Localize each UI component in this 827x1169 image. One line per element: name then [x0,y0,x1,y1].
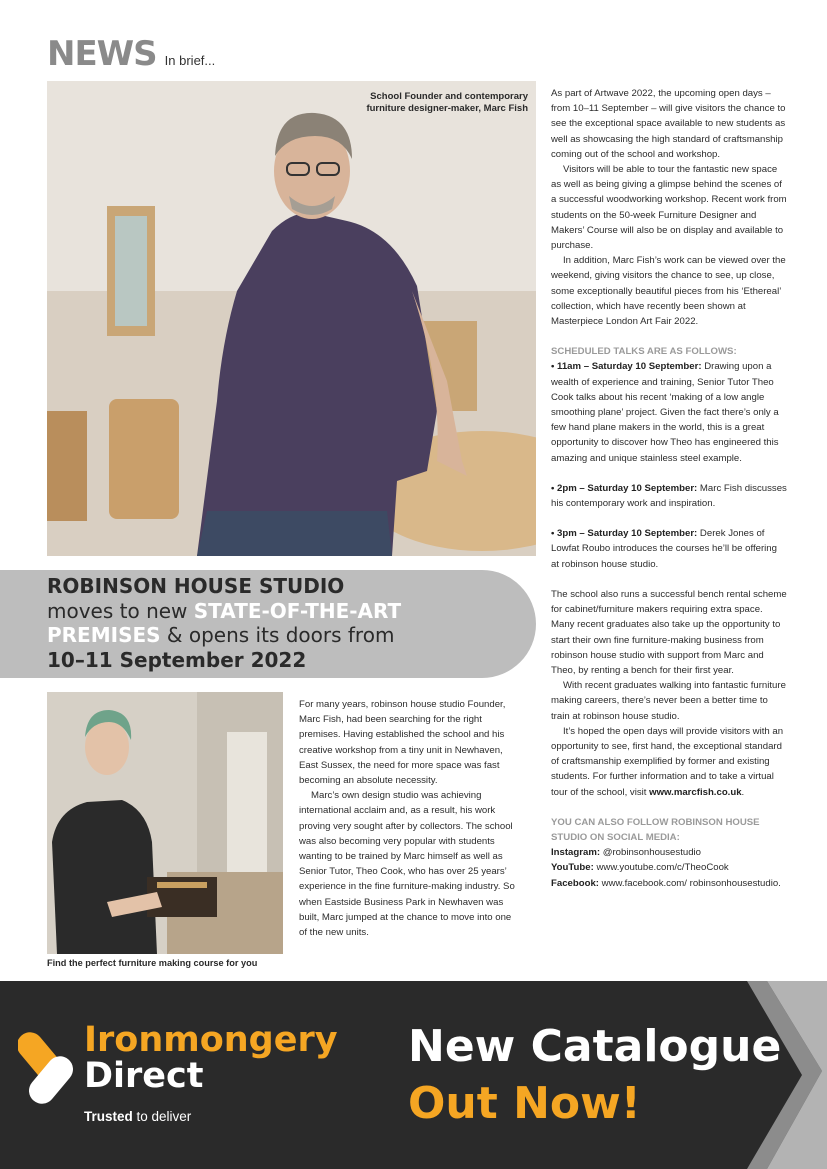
student-photo-caption: Find the perfect furniture making course for you [47,958,258,968]
paragraph: With recent graduates walking into fantastic furniture making careers, there’s never been a better time to train at robinson house studio. [551,680,786,722]
paragraph [551,724,787,800]
brand-name [84,1022,338,1094]
section-title: NEWS [47,34,157,74]
masthead [47,34,215,74]
hero-photo-illustration [47,81,536,556]
talk-text: Marc Fish discusses his contemporary work and inspiration. [551,482,787,510]
paragraph: The school also runs a successful bench rental scheme for cabinet/furniture makers requiring extra space. Many recent graduates also take up the opportunity to start their own fine furniture-making business from robinson house studio with support from Marc and Theo, by renting a bench for their first year. [551,588,787,676]
paragraph: For many years, robinson house studio Founder, Marc Fish, had been searching for the right premises. Having established the school and his creative workshop from a tiny unit in Newhaven, East Sussex, the need for more space was fast becoming an absolute necessity. [299,699,506,787]
headline [47,574,467,672]
paragraph: As part of Artwave 2022, the upcoming open days – from 10–11 September – will give visitors the chance to see the exceptional space available to new students as well as showcasing the high standard of craftsmanship coming out of the school and workshop. [551,88,786,160]
brand-tagline [84,1109,191,1124]
talk-text: Drawing upon a wealth of experience and training, Senior Tutor Theo Cook talks about his recent ‘making of a low angle smoothing plane’ project. Given the fact there’s only a few hand plane makers in the world, this is a great opportunity to discover how Theo has engineered this amazing and unique stainless steel example. [551,361,779,464]
brand-line1: Ironmongery [84,1020,338,1060]
instagram-handle[interactable]: @robinsonhousestudio [600,847,701,859]
right-column [551,86,787,891]
headline-line1: ROBINSON HOUSE STUDIO [47,574,345,598]
paragraph: Visitors will be able to tour the fantastic new space as well as being giving a glimpse behind the scenes of a successful woodworking workshop. Recent work from students on the 50-week Furniture Designer and Makers’ Course will also be on display and available to purchase. [551,164,787,252]
social-heading: YOU CAN ALSO FOLLOW ROBINSON HOUSE STUDIO ON SOCIAL MEDIA: [551,816,760,843]
social-youtube [551,860,787,875]
talk-text: Derek Jones of Lowfat Roubo introduces the courses he’ll be offering at robinson house studio. [551,528,777,570]
youtube-link[interactable]: www.youtube.com/c/TheoCook [593,862,729,874]
instagram-label: Instagram: [551,847,601,859]
tagline-bold: Trusted [84,1109,133,1124]
ironmongery-logo-icon [18,1027,78,1107]
headline-line2b: STATE-OF-THE-ART [193,598,402,623]
hero-caption [318,91,528,115]
website-link[interactable]: www.marcfish.co.uk [649,786,742,798]
talk-item [551,359,787,465]
talk-label: • 3pm – Saturday 10 September: [551,528,698,540]
paragraph-end: . [741,786,745,798]
student-photo [47,692,283,954]
middle-column [299,697,515,940]
cta-line1: New Catalogue [408,1021,782,1072]
section-subtitle: In brief... [164,53,216,68]
talk-label: • 2pm – Saturday 10 September: [551,482,698,494]
paragraph: Marc’s own design studio was achieving international acclaim and, as a result, his work proving very sought after by collectors. The school was also becoming very popular with students wanting to be trained by Marc himself as well as Senior Tutor, Theo Cook, who has over 25 years’ experience in the fine furniture-making industry. So when Eastside Business Park in Newhaven was built, Marc jumped at the chance to move into one of the new units. [299,790,515,939]
tagline-rest: to deliver [132,1109,192,1124]
talk-label: • 11am – Saturday 10 September: [551,361,702,373]
hero-photo [47,81,536,556]
talk-item [551,526,787,572]
youtube-label: YouTube: [551,862,594,874]
headline-line4: 10–11 September 2022 [47,647,307,672]
hero-caption-line2: furniture designer-maker, Marc Fish [366,103,528,114]
talk-item [551,481,787,511]
facebook-label: Facebook: [551,877,599,889]
headline-line3b: & opens its doors from [160,623,395,647]
social-facebook [551,876,787,891]
paragraph: In addition, Marc Fish’s work can be viewed over the weekend, giving visitors the chance to see, up close, some exceptionally beautiful pieces from his ‘Ethereal’ collection, which have recently been shown at Masterpiece London Art Fair 2022. [551,255,786,328]
hero-caption-line1: School Founder and contemporary [370,91,528,102]
paragraph-text: It’s hoped the open days will provide visitors with an opportunity to see, first hand, the exceptional standard of craftsmanship exemplified by former and existing students. For further information and to take a virtual tour of the school, visit [551,725,784,798]
cta-line2: Out Now! [408,1078,641,1129]
catalogue-cta[interactable] [408,1018,781,1132]
talks-heading: SCHEDULED TALKS ARE AS FOLLOWS: [551,346,737,358]
headline-line2a: moves to new [47,598,194,623]
facebook-link[interactable]: www.facebook.com/ robinsonhousestudio. [598,877,781,889]
headline-line3a: PREMISES [47,623,161,647]
social-instagram [551,845,787,860]
brand-line2: Direct [84,1056,204,1096]
student-photo-illustration [47,692,283,954]
